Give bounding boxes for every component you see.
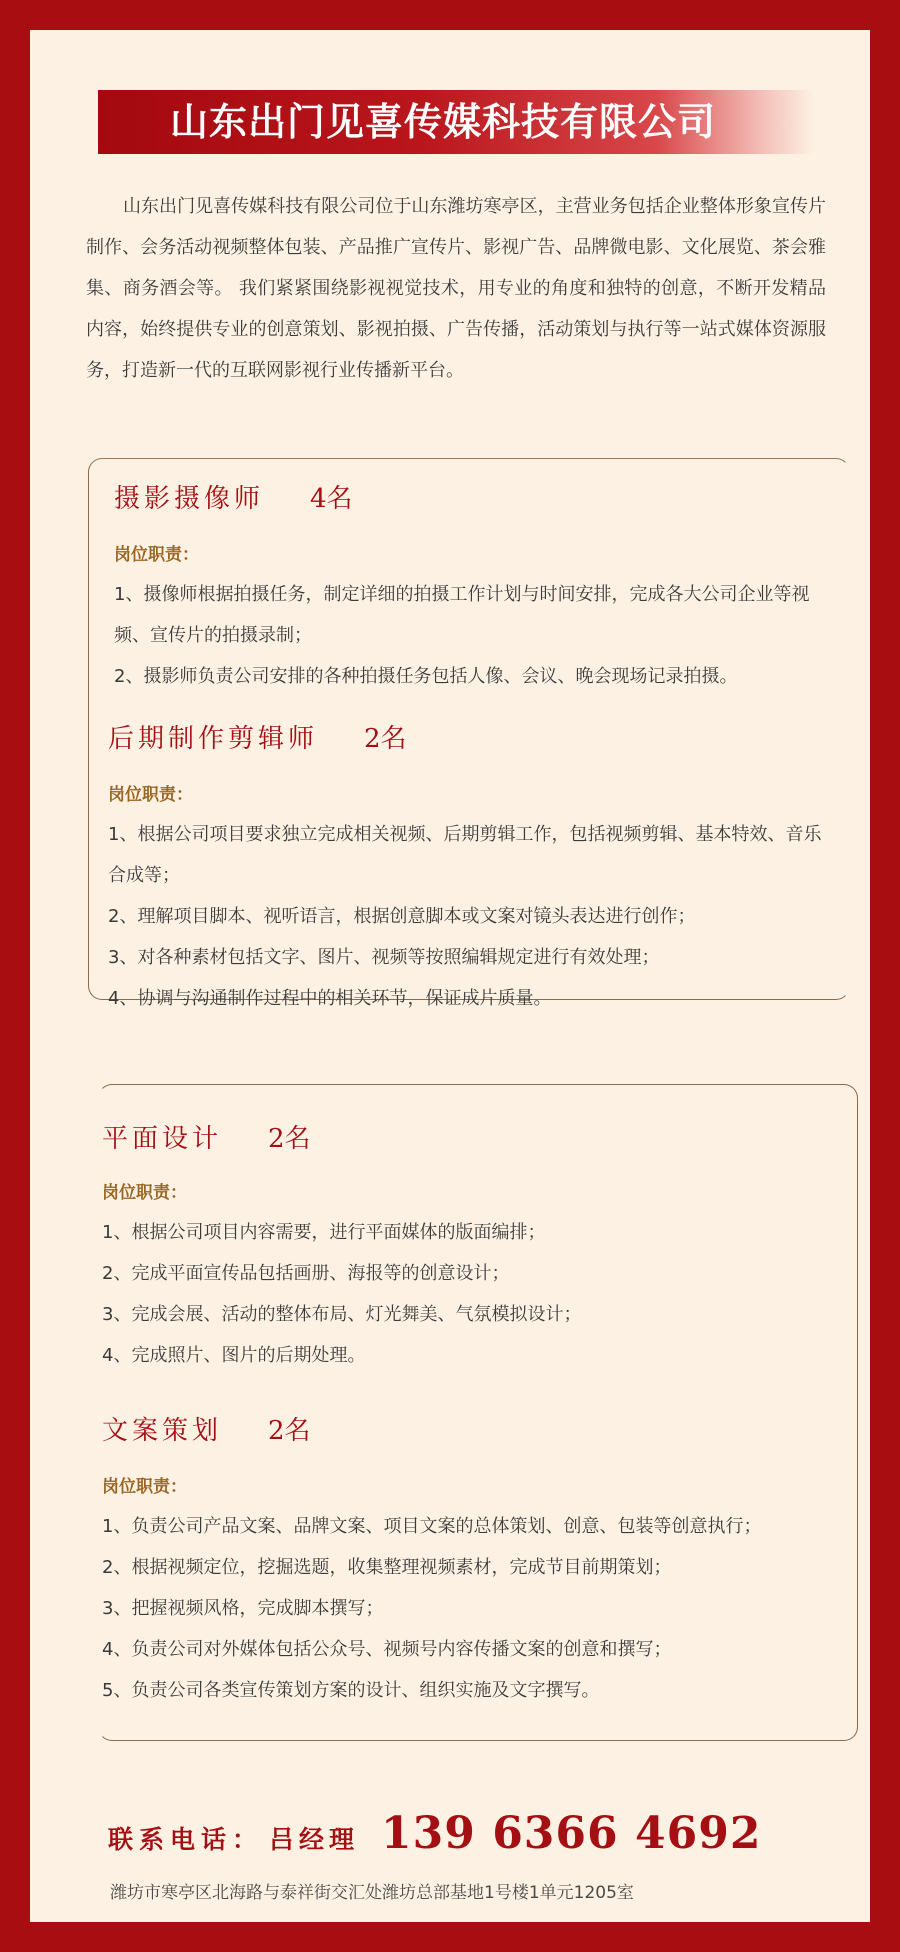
company-title: 山东出门见喜传媒科技有限公司 bbox=[170, 99, 717, 144]
poster bbox=[30, 30, 870, 1922]
duty-item: 4、完成照片、图片的后期处理。 bbox=[102, 1345, 366, 1366]
job-count: 2名 bbox=[268, 1416, 311, 1446]
duty-item: 5、负责公司各类宣传策划方案的设计、组织实施及文字撰写。 bbox=[102, 1680, 600, 1701]
duty-item: 1、根据公司项目要求独立完成相关视频、后期剪辑工作，包括视频剪辑、基本特效、音乐合成等； bbox=[108, 824, 822, 886]
title-banner bbox=[98, 90, 814, 154]
contact-manager: 吕经理 bbox=[269, 1825, 360, 1854]
duty-item: 2、完成平面宣传品包括画册、海报等的创意设计； bbox=[102, 1263, 510, 1284]
job-count: 4名 bbox=[310, 484, 353, 514]
duty-item: 3、把握视频风格，完成脚本撰写； bbox=[102, 1598, 384, 1619]
duty-item: 4、协调与沟通制作过程中的相关环节，保证成片质量。 bbox=[108, 988, 552, 1009]
duty-item: 3、对各种素材包括文字、图片、视频等按照编辑规定进行有效处理； bbox=[108, 947, 660, 968]
job-title-copywriter bbox=[102, 1410, 311, 1447]
responsibility-label: 岗位职责： bbox=[114, 545, 199, 565]
duty-item: 2、理解项目脚本、视听语言，根据创意脚本或文案对镜头表达进行创作； bbox=[108, 906, 696, 927]
job-name: 后期制作剪辑师 bbox=[108, 724, 319, 754]
responsibility-label: 岗位职责： bbox=[102, 1183, 187, 1203]
job-count: 2名 bbox=[364, 724, 407, 754]
duty-item: 2、摄影师负责公司安排的各种拍摄任务包括人像、会议、晚会现场记录拍摄。 bbox=[114, 666, 738, 687]
contact-line bbox=[108, 1808, 761, 1859]
duty-item: 1、根据公司项目内容需要，进行平面媒体的版面编排； bbox=[102, 1222, 546, 1243]
job-name: 平面设计 bbox=[102, 1124, 223, 1154]
contact-label: 联系电话： bbox=[108, 1825, 264, 1854]
job-name: 文案策划 bbox=[102, 1416, 223, 1446]
company-intro: 山东出门见喜传媒科技有限公司位于山东潍坊寒亭区，主营业务包括企业整体形象宣传片制作、会务活动视频整体包装、产品推广宣传片、影视广告、品牌微电影、文化展览、茶会雅集、商务酒会等。 我们紧紧围绕影视视觉技术，用专业的角度和独特的创意，不断开发精品内容，始终提供专业的创意策划、影视拍摄、广告传播，活动策划与执行等一站式媒体资源服务，打造新一代的互联网影视行业传播新平台。 bbox=[86, 196, 826, 381]
job-title-editor bbox=[108, 718, 407, 755]
responsibility-label: 岗位职责： bbox=[108, 785, 193, 805]
job-title-photographer bbox=[114, 478, 353, 515]
responsibility-label: 岗位职责： bbox=[102, 1477, 187, 1497]
duty-item: 4、负责公司对外媒体包括公众号、视频号内容传播文案的创意和撰写； bbox=[102, 1639, 672, 1660]
phone-number[interactable]: 139 6366 4692 bbox=[381, 1808, 762, 1859]
duty-item: 1、摄像师根据拍摄任务，制定详细的拍摄工作计划与时间安排，完成各大公司企业等视频、宣传片的拍摄录制； bbox=[114, 584, 810, 646]
duty-item: 1、负责公司产品文案、品牌文案、项目文案的总体策划、创意、包装等创意执行； bbox=[102, 1516, 762, 1537]
duty-item: 3、完成会展、活动的整体布局、灯光舞美、气氛模拟设计； bbox=[102, 1304, 582, 1325]
duty-item: 2、根据视频定位，挖掘选题，收集整理视频素材，完成节目前期策划； bbox=[102, 1557, 672, 1578]
job-title-graphic-design bbox=[102, 1118, 311, 1155]
address: 潍坊市寒亭区北海路与泰祥街交汇处潍坊总部基地1号楼1单元1205室 bbox=[110, 1883, 634, 1903]
job-count: 2名 bbox=[268, 1124, 311, 1154]
job-name: 摄影摄像师 bbox=[114, 484, 265, 514]
